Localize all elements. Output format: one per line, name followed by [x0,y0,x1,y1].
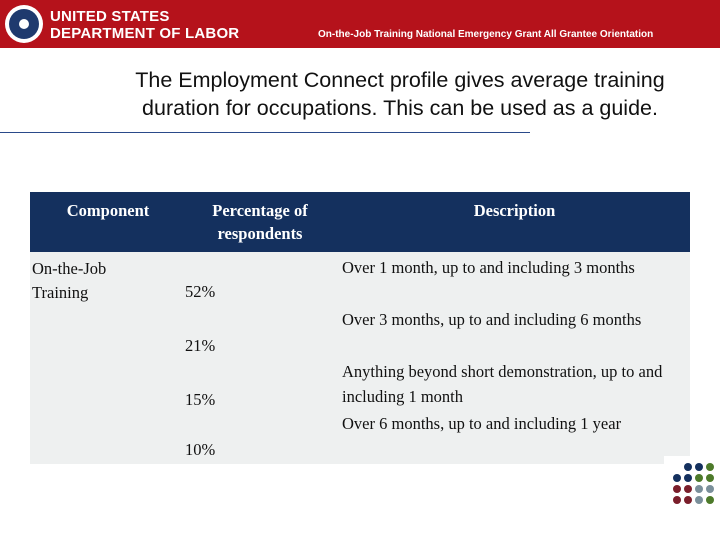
percentage-cell: 52% [185,282,216,301]
agency-line-1: UNITED STATES [50,8,170,25]
table-body [30,252,690,464]
percentage-cell: 10% [185,440,216,459]
header-description: Description [473,201,556,220]
agency-line-2: DEPARTMENT OF LABOR [50,25,240,42]
description-cell: Over 6 months, up to and including 1 year [342,414,622,433]
description-cell: Anything beyond short demonstration, up to and including 1 month [342,362,663,406]
slide-headline: The Employment Connect profile gives average training duration for occupations. This can be used as a guide. [135,68,665,120]
dot-grid-logo-icon [664,456,720,516]
agency-name [50,8,239,42]
description-cell: Over 1 month, up to and including 3 months [342,258,635,277]
table-header [30,192,690,252]
header-banner [0,0,720,48]
header-percentage: Percentage of respondents [212,201,308,243]
component-cell: On-the-Job Training [32,259,107,302]
program-title: On-the-Job Training National Emergency Grant All Grantee Orientation [318,29,654,40]
header-component: Component [66,201,150,220]
percentage-cell: 21% [185,336,216,355]
description-cell: Over 3 months, up to and including 6 months [342,310,642,329]
divider [0,132,530,133]
percentage-cell: 15% [185,390,216,409]
dol-seal-icon [5,5,43,43]
